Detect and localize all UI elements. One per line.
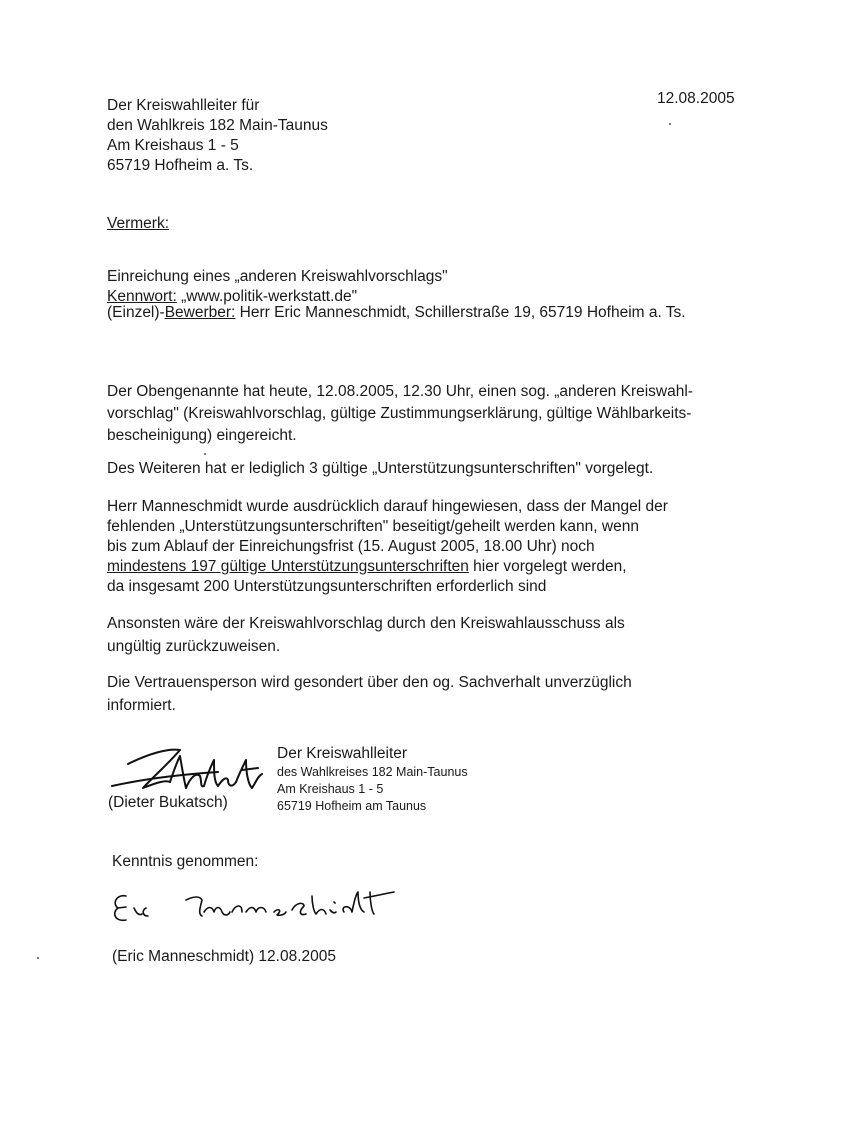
subject-line: Einreichung eines „anderen Kreiswahlvorschlags" xyxy=(107,268,448,285)
signer-address-line: des Wahlkreises 182 Main-Taunus xyxy=(277,765,468,779)
signature-manneschmidt xyxy=(108,882,418,932)
recipient-line: Am Kreishaus 1 - 5 xyxy=(107,137,239,154)
paragraph-line: Des Weiteren hat er lediglich 3 gültige „Unterstützungsunterschriften" vorgelegt. xyxy=(107,460,654,477)
kennwort-value: „www.politik-werkstatt.de" xyxy=(176,288,358,305)
paragraph-line: fehlenden „Unterstützungsunterschriften" beseitigt/geheilt werden kann, wenn xyxy=(107,518,639,535)
bewerber-value: Herr Eric Manneschmidt, Schillerstraße 19, 65719 Hofheim a. Ts. xyxy=(235,304,686,321)
bewerber-line xyxy=(107,303,686,323)
document-date: 12.08.2005 xyxy=(657,90,735,107)
recipient-line: 65719 Hofheim a. Ts. xyxy=(107,157,254,174)
scan-speck xyxy=(669,123,671,125)
paragraph-line: informiert. xyxy=(107,697,176,714)
kenntnis-label: Kenntnis genommen: xyxy=(112,853,259,870)
paragraph-line: Ansonsten wäre der Kreiswahlvorschlag durch den Kreiswahlausschuss als xyxy=(107,615,625,632)
paragraph-line: Der Obengenannte hat heute, 12.08.2005, 12.30 Uhr, einen sog. „anderen Kreiswahl- xyxy=(107,383,693,400)
paragraph-line xyxy=(107,557,627,577)
signer-address-line: Am Kreishaus 1 - 5 xyxy=(277,782,384,796)
recipient-line: Der Kreiswahlleiter für xyxy=(107,97,260,114)
paragraph-line: bis zum Ablauf der Einreichungsfrist (15. August 2005, 18.00 Uhr) noch xyxy=(107,538,595,555)
kennwort-label: Kennwort: xyxy=(107,288,177,305)
paragraph-line: Herr Manneschmidt wurde ausdrücklich darauf hingewiesen, dass der Mangel der xyxy=(107,498,668,515)
paragraph-line: ungültig zurückzuweisen. xyxy=(107,638,281,655)
bewerber-prefix: (Einzel)- xyxy=(107,304,165,321)
recipient-address xyxy=(107,96,328,176)
paragraph-line: da insgesamt 200 Unterstützungsunterschriften erforderlich sind xyxy=(107,578,547,595)
acknowledgement-line: (Eric Manneschmidt) 12.08.2005 xyxy=(112,948,337,965)
scan-speck xyxy=(204,453,206,455)
paragraph-line: Die Vertrauensperson wird gesondert über den og. Sachverhalt unverzüglich xyxy=(107,674,632,691)
signer-name: (Dieter Bukatsch) xyxy=(108,794,228,811)
signer-address-line: 65719 Hofheim am Taunus xyxy=(277,799,427,813)
scan-speck xyxy=(37,957,39,959)
paragraph-line: bescheinigung) eingereicht. xyxy=(107,427,297,444)
signer-title: Der Kreiswahlleiter xyxy=(277,745,408,762)
paragraph-line: vorschlag" (Kreiswahlvorschlag, gültige Zustimmungserklärung, gültige Wählbarkeits- xyxy=(107,405,692,422)
vermerk-heading: Vermerk: xyxy=(107,215,170,232)
paragraph-text: hier vorgelegt werden, xyxy=(468,558,627,575)
bewerber-label: Bewerber: xyxy=(164,304,236,321)
recipient-line: den Wahlkreis 182 Main-Taunus xyxy=(107,117,328,134)
required-signatures-highlight: mindestens 197 gültige Unterstützungsunterschriften xyxy=(107,558,469,575)
